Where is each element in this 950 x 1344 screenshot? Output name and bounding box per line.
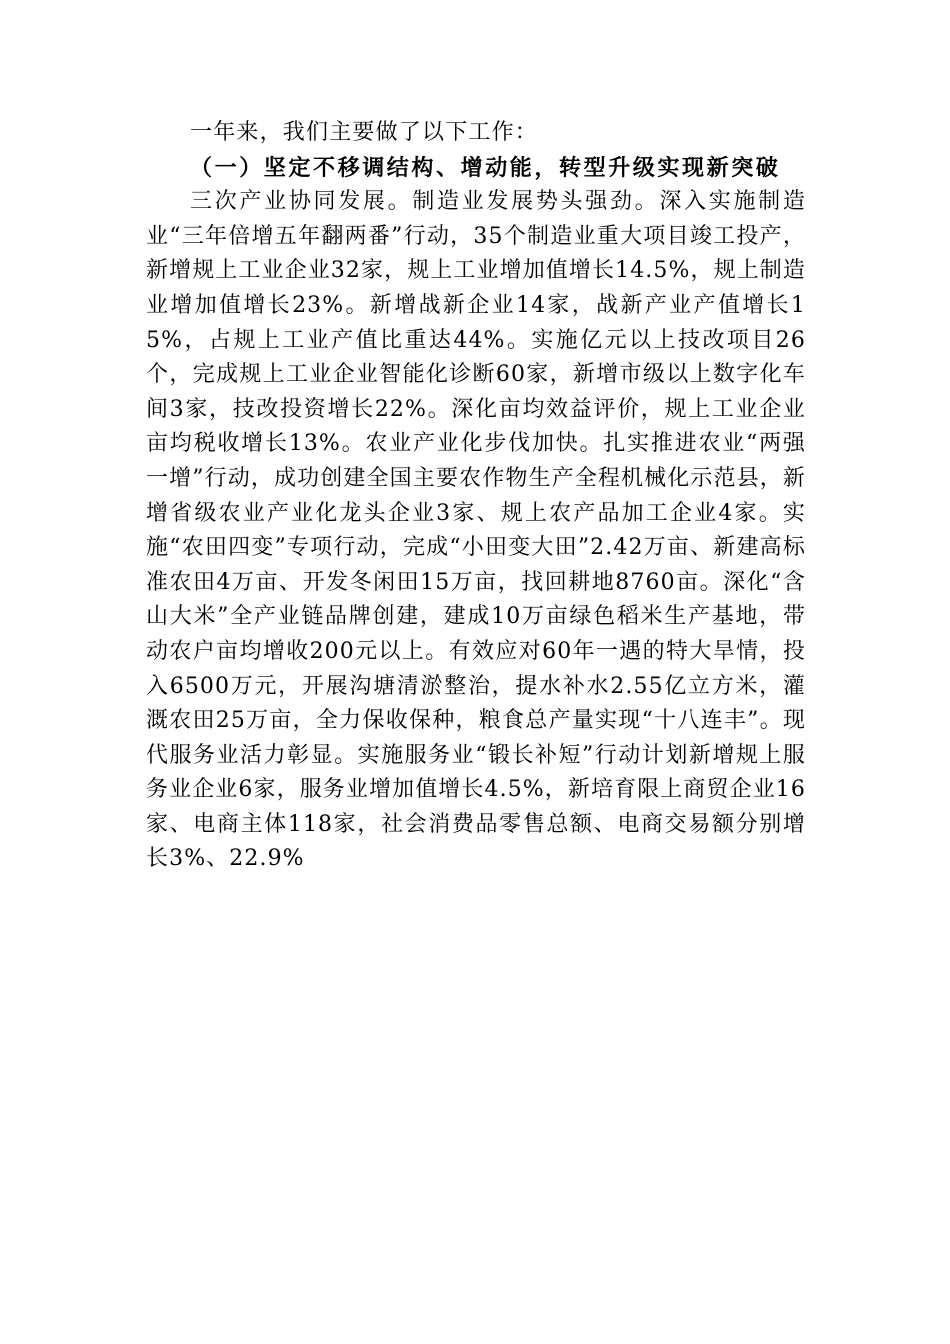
section-heading: （一）坚定不移调结构、增动能，转型升级实现新突破: [190, 154, 781, 181]
document-content: [146, 116, 806, 877]
intro-paragraph: 一年来，我们主要做了以下工作：: [190, 120, 539, 145]
body-paragraph: 三次产业协同发展。制造业发展势头强劲。深入实施制造业“三年倍增五年翻两番”行动，35个制造业重大项目竣工投产，新增规上工业企业32家，规上工业增加值增长14.5%，规上制造业增加值增长23%。新增战新企业14家，战新产业产值增长15%，占规上工业产值比重达44%。实施亿元以上技改项目26个，完成规上工业企业智能化诊断60家，新增市级以上数字化车间3家，技改投资增长22%。深化亩均效益评价，规上工业企业亩均税收增长13%。农业产业化步伐加快。扎实推进农业“两强一增”行动，成功创建全国主要农作物生产全程机械化示范县，新增省级农业产业化龙头企业3家、规上农产品加工企业4家。实施“农田四变”专项行动，完成“小田变大田”2.42万亩、新建高标准农田4万亩、开发冬闲田15万亩，找回耕地8760亩。深化“含山大米”全产业链品牌创建，建成10万亩绿色稻米生产基地，带动农户亩均增收200元以上。有效应对60年一遇的特大旱情，投入6500万元，开展沟塘清淤整治，提水补水2.55亿立方米，灌溉农田25万亩，全力保收保种，粮食总产量实现“十八连丰”。现代服务业活力彰显。实施服务业“锻长补短”行动计划新增规上服务业企业6家，服务业增加值增长4.5%，新培育限上商贸企业16家、电商主体118家，社会消费品零售总额、电商交易额分别增长3%、22.9%: [146, 189, 806, 872]
